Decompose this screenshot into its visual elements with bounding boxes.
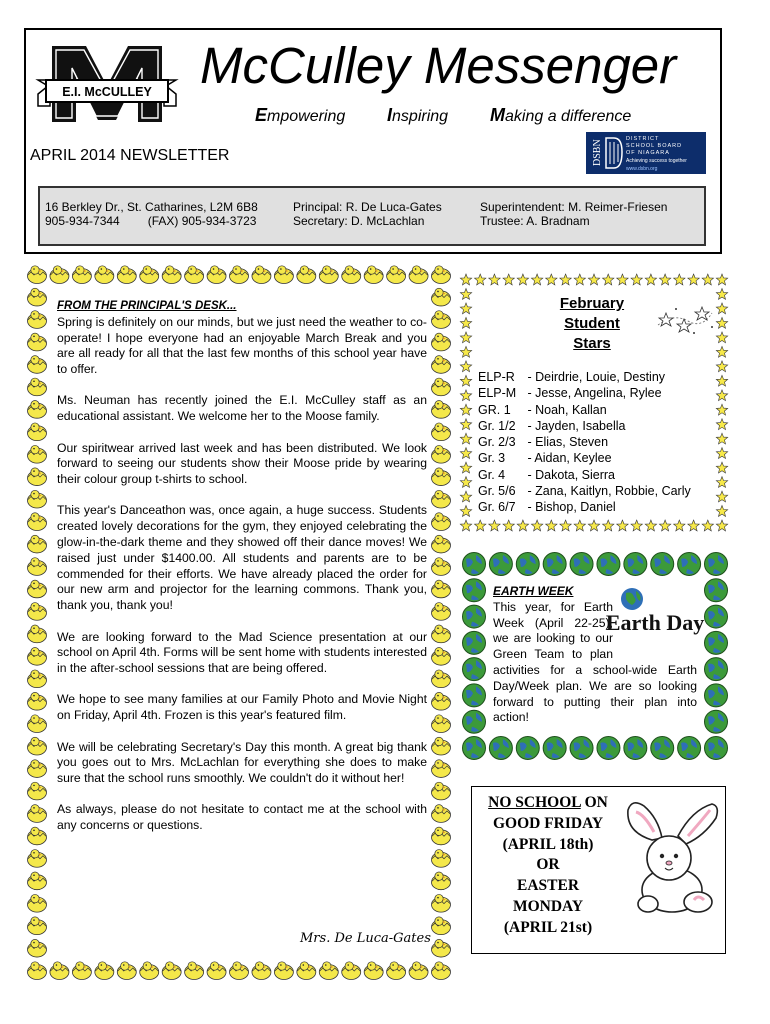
globe-icon bbox=[624, 553, 647, 576]
star-icon bbox=[517, 274, 528, 285]
chick-icon bbox=[432, 580, 451, 598]
principal-paragraph: Ms. Neuman has recently joined the E.I. McCulley staff as an educational assistant. We welcome her to the Moose family. bbox=[57, 393, 427, 424]
star-names: Jayden, Isabella bbox=[535, 418, 626, 433]
tagline-inspiring: Inspiring bbox=[387, 105, 449, 125]
chick-icon bbox=[432, 894, 451, 912]
issue-date: APRIL 2014 NEWSLETTER bbox=[30, 147, 230, 164]
svg-text:DISTRICT: DISTRICT bbox=[626, 136, 660, 142]
principal-paragraph: We will be celebrating Secretary's Day this month. A great big thank you goes out to Mrs. McLachlan for everything she does to make sure that the school runs smoothly. We couldn't do it without her! bbox=[57, 739, 427, 786]
star-student-row: Gr. 2/3 - Elias, Steven bbox=[478, 435, 609, 450]
principal-paragraph: Spring is definitely on our minds, but we just need the weather to co-operate! I hope everyone had an enjoyable March Break and you are all ready for all that the last few months of this school year have to offer. bbox=[57, 314, 427, 377]
chick-icon bbox=[432, 827, 451, 845]
chick-icon bbox=[140, 266, 159, 284]
chick-icon bbox=[297, 962, 316, 980]
tagline-making-difference: Making a difference bbox=[490, 105, 632, 125]
star-icon bbox=[475, 274, 486, 285]
svg-text:Achieving success together: Achieving success together bbox=[626, 158, 687, 164]
star-icon bbox=[716, 317, 727, 328]
star-icon bbox=[702, 520, 713, 531]
chick-icon bbox=[432, 917, 451, 935]
school-logo bbox=[34, 42, 180, 126]
star-icon bbox=[603, 520, 614, 531]
no-school-notice: NO SCHOOL ON GOOD FRIDAY (APRIL 18th) OR EASTER MONDAY (APRIL 21st) bbox=[488, 794, 608, 936]
globe-icon bbox=[651, 553, 674, 576]
globe-icon bbox=[543, 737, 566, 760]
chick-icon bbox=[28, 737, 47, 755]
chick-icon bbox=[28, 715, 47, 733]
stars-title: February Student Stars bbox=[559, 295, 625, 352]
star-icon bbox=[574, 520, 585, 531]
earth-day-logo-text: Earth Day bbox=[605, 610, 705, 635]
star-icon bbox=[688, 520, 700, 531]
principal-paragraph: We are looking forward to the Mad Science presentation at our school on April 4th. Forms will be sent home with students interested in the after-school sessions that are being offered. bbox=[57, 629, 427, 676]
chick-icon bbox=[28, 468, 47, 486]
star-grade: ELP-R bbox=[478, 370, 515, 384]
chick-icon bbox=[28, 850, 47, 868]
star-icon bbox=[716, 289, 727, 300]
star-icon bbox=[503, 520, 514, 531]
chick-icon bbox=[432, 603, 451, 621]
newsletter-title: McCulley Messenger bbox=[200, 37, 677, 94]
chick-icon bbox=[28, 378, 47, 396]
chick-icon bbox=[432, 647, 451, 665]
star-icon bbox=[517, 520, 528, 531]
chick-icon bbox=[50, 962, 69, 980]
chick-icon bbox=[162, 266, 181, 284]
star-icon bbox=[716, 506, 727, 517]
star-icon bbox=[531, 274, 542, 285]
principal-heading: FROM THE PRINCIPAL'S DESK... bbox=[57, 300, 237, 312]
svg-text:OF NIAGARA: OF NIAGARA bbox=[626, 150, 670, 156]
star-icon bbox=[716, 462, 727, 473]
star-icon bbox=[460, 390, 471, 401]
earth-week-heading: EARTH WEEK bbox=[493, 584, 574, 598]
star-icon bbox=[716, 390, 727, 401]
principal-section bbox=[26, 263, 452, 981]
principal-letter bbox=[57, 298, 427, 850]
star-icon bbox=[460, 317, 471, 328]
star-student-row: Gr. 1/2 - Jayden, Isabella bbox=[478, 418, 626, 433]
chick-icon bbox=[95, 962, 114, 980]
address-block bbox=[45, 200, 258, 228]
star-names: Jesse, Angelina, Rylee bbox=[535, 386, 662, 401]
chick-icon bbox=[28, 603, 47, 621]
chick-icon bbox=[409, 266, 428, 284]
chick-icon bbox=[50, 266, 69, 284]
chick-icon bbox=[207, 266, 226, 284]
chick-icon bbox=[28, 670, 47, 688]
chick-icon bbox=[432, 939, 451, 957]
stars-list bbox=[478, 369, 691, 516]
chick-icon bbox=[432, 468, 451, 486]
globe-icon bbox=[651, 737, 674, 760]
svg-text:SCHOOL BOARD: SCHOOL BOARD bbox=[626, 143, 683, 149]
star-icon bbox=[588, 520, 599, 531]
star-icon bbox=[460, 462, 471, 473]
star-names: Dakota, Sierra bbox=[535, 467, 616, 482]
globe-icon bbox=[597, 737, 620, 760]
star-icon bbox=[603, 274, 614, 285]
globe-icon bbox=[570, 553, 593, 576]
globe-icon bbox=[705, 737, 728, 760]
globe-icon bbox=[705, 553, 728, 576]
chick-icon bbox=[28, 490, 47, 508]
chick-icon bbox=[28, 423, 47, 441]
star-grade: Gr. 5/6 bbox=[478, 484, 516, 499]
globe-icon bbox=[705, 631, 728, 654]
star-names: Noah, Kallan bbox=[535, 402, 607, 417]
globe-icon bbox=[463, 658, 486, 681]
star-icon bbox=[503, 274, 514, 285]
star-icon bbox=[489, 274, 501, 285]
chick-icon bbox=[432, 490, 451, 508]
chick-icon bbox=[230, 962, 249, 980]
star-icon bbox=[460, 419, 471, 430]
chick-icon bbox=[95, 266, 114, 284]
star-icon bbox=[489, 520, 501, 531]
superintendent-name: Superintendent: M. Reimer-Friesen bbox=[480, 200, 668, 214]
star-icon bbox=[716, 303, 727, 314]
globe-icon bbox=[489, 553, 512, 576]
star-student-row: Gr. 3 - Aidan, Keylee bbox=[478, 451, 612, 466]
chick-icon bbox=[117, 962, 136, 980]
chick-icon bbox=[28, 782, 47, 800]
fax: (FAX) 905-934-3723 bbox=[147, 214, 257, 228]
chick-icon bbox=[117, 266, 136, 284]
chick-icon bbox=[387, 266, 406, 284]
earth-day-logo bbox=[605, 587, 705, 637]
chick-icon bbox=[28, 692, 47, 710]
chick-icon bbox=[297, 266, 316, 284]
secretary-name: Secretary: D. McLachlan bbox=[293, 214, 425, 228]
chick-icon bbox=[28, 625, 47, 643]
chick-icon bbox=[28, 894, 47, 912]
globe-icon bbox=[463, 631, 486, 654]
chick-icon bbox=[432, 737, 451, 755]
globe-icon bbox=[705, 605, 728, 628]
star-icon bbox=[460, 346, 471, 357]
chick-icon bbox=[432, 266, 451, 284]
star-icon bbox=[546, 520, 557, 531]
star-icon bbox=[617, 520, 629, 531]
star-grade: Gr. 2/3 bbox=[478, 435, 516, 450]
chick-icon bbox=[28, 333, 47, 351]
dsbn-acronym: DSBN bbox=[592, 139, 603, 166]
principal-paragraph: As always, please do not hesitate to contact me at the school with any concerns or questions. bbox=[57, 802, 427, 833]
chick-icon bbox=[28, 647, 47, 665]
star-icon bbox=[560, 274, 572, 285]
star-icon bbox=[716, 477, 727, 488]
globe-icon bbox=[463, 553, 486, 576]
bunny-icon bbox=[622, 796, 722, 916]
chick-icon bbox=[409, 962, 428, 980]
star-icon bbox=[702, 274, 713, 285]
star-icon bbox=[716, 346, 727, 357]
globe-icon bbox=[516, 553, 539, 576]
chick-icon bbox=[432, 356, 451, 374]
star-icon bbox=[645, 520, 656, 531]
chick-icon bbox=[319, 962, 338, 980]
star-icon bbox=[631, 274, 642, 285]
chick-icon bbox=[230, 266, 249, 284]
star-icon bbox=[574, 274, 585, 285]
chick-icon bbox=[432, 535, 451, 553]
star-icon bbox=[460, 404, 471, 415]
globe-icon bbox=[463, 579, 486, 602]
chick-icon bbox=[28, 513, 47, 531]
chick-icon bbox=[432, 692, 451, 710]
staff-block bbox=[293, 200, 442, 228]
star-icon bbox=[460, 520, 471, 531]
sparkle-stars-icon bbox=[654, 303, 716, 337]
chick-icon bbox=[185, 962, 204, 980]
chick-icon bbox=[28, 917, 47, 935]
chick-icon bbox=[28, 827, 47, 845]
star-icon bbox=[460, 332, 471, 343]
globe-icon bbox=[463, 605, 486, 628]
address: 16 Berkley Dr., St. Catharines, L2M 6B8 bbox=[45, 200, 258, 214]
board-block bbox=[480, 200, 667, 228]
globe-icon bbox=[705, 684, 728, 707]
globe-icon bbox=[570, 737, 593, 760]
globe-icon bbox=[705, 710, 728, 733]
chick-icon bbox=[28, 401, 47, 419]
chick-icon bbox=[319, 266, 338, 284]
chick-icon bbox=[28, 805, 47, 823]
star-icon bbox=[688, 274, 700, 285]
star-student-row: Gr. 4 - Dakota, Sierra bbox=[478, 467, 616, 482]
chick-icon bbox=[432, 333, 451, 351]
star-grade: GR. 1 bbox=[478, 402, 511, 417]
star-icon bbox=[659, 520, 670, 531]
chick-icon bbox=[432, 850, 451, 868]
star-grade: ELP-M bbox=[478, 386, 517, 401]
star-icon bbox=[716, 448, 727, 459]
star-icon bbox=[659, 274, 670, 285]
star-icon bbox=[475, 520, 486, 531]
star-icon bbox=[460, 506, 471, 517]
chick-icon bbox=[28, 939, 47, 957]
star-names: Aidan, Keylee bbox=[534, 451, 612, 466]
globe-icon bbox=[516, 737, 539, 760]
star-student-row: GR. 1 - Noah, Kallan bbox=[478, 402, 607, 417]
principal-signature: Mrs. De Luca-Gates bbox=[300, 931, 431, 946]
star-icon bbox=[546, 274, 557, 285]
globe-icon bbox=[705, 579, 728, 602]
chick-icon bbox=[28, 266, 47, 284]
chick-icon bbox=[432, 445, 451, 463]
chick-icon bbox=[432, 760, 451, 778]
star-icon bbox=[716, 520, 727, 531]
star-student-row: Gr. 5/6 - Zana, Kaitlyn, Robbie, Carly bbox=[478, 484, 691, 499]
chick-icon bbox=[28, 311, 47, 329]
chick-icon bbox=[432, 670, 451, 688]
star-icon bbox=[460, 375, 471, 386]
globe-icon bbox=[624, 737, 647, 760]
chick-icon bbox=[432, 962, 451, 980]
chick-icon bbox=[28, 356, 47, 374]
chick-icon bbox=[432, 715, 451, 733]
star-icon bbox=[460, 361, 471, 372]
chick-icon bbox=[207, 962, 226, 980]
star-names: Deirdrie, Louie, Destiny bbox=[535, 370, 666, 384]
star-grade: Gr. 4 bbox=[478, 467, 506, 482]
svg-text:www.dsbn.org: www.dsbn.org bbox=[626, 166, 658, 172]
star-icon bbox=[460, 274, 471, 285]
principal-paragraph: We hope to see many families at our Family Photo and Movie Night on Friday, April 4th. Frozen is this year's featured film. bbox=[57, 692, 427, 723]
chick-icon bbox=[432, 401, 451, 419]
star-icon bbox=[674, 520, 685, 531]
globe-icon bbox=[463, 737, 486, 760]
star-grade: Gr. 3 bbox=[478, 451, 506, 466]
chick-icon bbox=[342, 962, 361, 980]
star-icon bbox=[716, 332, 727, 343]
star-icon bbox=[531, 520, 542, 531]
chick-icon bbox=[432, 625, 451, 643]
principal-paragraph: This year's Danceathon was, once again, a huge success. Students created lovely decorations for the gym, they enjoyed celebrating the glow-in-the-dark theme and they showed off their dance moves! We raised just under $1400.00. All students and parents are to be commended for their efforts. We have already placed the order for our new arm and projector for the learning commons. Thank you, thank you, thank you! bbox=[57, 503, 427, 613]
chick-icon bbox=[432, 423, 451, 441]
star-icon bbox=[460, 433, 471, 444]
chick-icon bbox=[72, 266, 91, 284]
star-icon bbox=[716, 491, 727, 502]
star-grade: Gr. 6/7 bbox=[478, 500, 516, 515]
globe-icon bbox=[463, 684, 486, 707]
chick-icon bbox=[432, 558, 451, 576]
logo-banner-text: E.I. McCULLEY bbox=[62, 85, 152, 99]
chick-icon bbox=[432, 805, 451, 823]
dsbn-logo bbox=[586, 132, 706, 174]
tagline-empowering: Empowering bbox=[255, 105, 346, 125]
chick-icon bbox=[72, 962, 91, 980]
chick-icon bbox=[28, 760, 47, 778]
chick-icon bbox=[140, 962, 159, 980]
chick-icon bbox=[432, 782, 451, 800]
star-icon bbox=[716, 419, 727, 430]
star-icon bbox=[716, 361, 727, 372]
chick-icon bbox=[432, 311, 451, 329]
star-icon bbox=[716, 375, 727, 386]
chick-icon bbox=[342, 266, 361, 284]
chick-icon bbox=[28, 580, 47, 598]
chick-icon bbox=[432, 378, 451, 396]
principal-name: Principal: R. De Luca-Gates bbox=[293, 200, 442, 214]
phone: 905-934-7344 bbox=[45, 214, 120, 228]
star-grade: Gr. 1/2 bbox=[478, 418, 516, 433]
chick-icon bbox=[432, 288, 451, 306]
globe-icon bbox=[543, 553, 566, 576]
chick-icon bbox=[28, 872, 47, 890]
chick-icon bbox=[28, 288, 47, 306]
globe-icon bbox=[678, 553, 701, 576]
star-icon bbox=[588, 274, 599, 285]
chick-icon bbox=[364, 266, 383, 284]
star-icon bbox=[460, 303, 471, 314]
star-icon bbox=[617, 274, 629, 285]
star-names: Zana, Kaitlyn, Robbie, Carly bbox=[535, 484, 691, 499]
star-icon bbox=[460, 477, 471, 488]
star-icon bbox=[716, 404, 727, 415]
chick-icon bbox=[185, 266, 204, 284]
star-icon bbox=[716, 274, 727, 285]
star-student-row: Gr. 6/7 - Bishop, Daniel bbox=[478, 500, 616, 515]
globe-icon bbox=[678, 737, 701, 760]
principal-paragraph: Our spiritwear arrived last week and has been distributed. We look forward to seeing our students show their Moose pride by wearing their colour group t-shirts to school. bbox=[57, 440, 427, 487]
chick-icon bbox=[432, 872, 451, 890]
chick-icon bbox=[274, 962, 293, 980]
earth-week-body: This year, for Earth Week (April 22-25), we are looking to our Green Team to plan activities for a school-wide Earth Day/Week plan. We are so looking forward to putting their plan into action! bbox=[493, 599, 697, 725]
chick-icon bbox=[28, 558, 47, 576]
chick-icon bbox=[387, 962, 406, 980]
star-icon bbox=[674, 274, 685, 285]
chick-icon bbox=[364, 962, 383, 980]
globe-icon bbox=[705, 658, 728, 681]
trustee-name: Trustee: A. Bradnam bbox=[480, 214, 590, 228]
chick-icon bbox=[28, 535, 47, 553]
star-icon bbox=[631, 520, 642, 531]
chick-icon bbox=[28, 445, 47, 463]
star-icon bbox=[460, 448, 471, 459]
chick-icon bbox=[28, 962, 47, 980]
star-icon bbox=[645, 274, 656, 285]
star-icon bbox=[560, 520, 572, 531]
star-names: Bishop, Daniel bbox=[535, 500, 616, 515]
star-student-row: ELP-M - Jesse, Angelina, Rylee bbox=[478, 386, 662, 401]
globe-icon bbox=[489, 737, 512, 760]
chick-icon bbox=[274, 266, 293, 284]
chick-icon bbox=[162, 962, 181, 980]
star-names: Elias, Steven bbox=[535, 435, 609, 450]
star-icon bbox=[716, 433, 727, 444]
chick-icon bbox=[252, 266, 271, 284]
chick-icon bbox=[432, 513, 451, 531]
star-icon bbox=[460, 491, 471, 502]
star-icon bbox=[460, 289, 471, 300]
star-student-row: ELP-R - Deirdrie, Louie, Destiny bbox=[478, 370, 666, 384]
chick-icon bbox=[252, 962, 271, 980]
globe-icon bbox=[597, 553, 620, 576]
globe-icon bbox=[463, 710, 486, 733]
